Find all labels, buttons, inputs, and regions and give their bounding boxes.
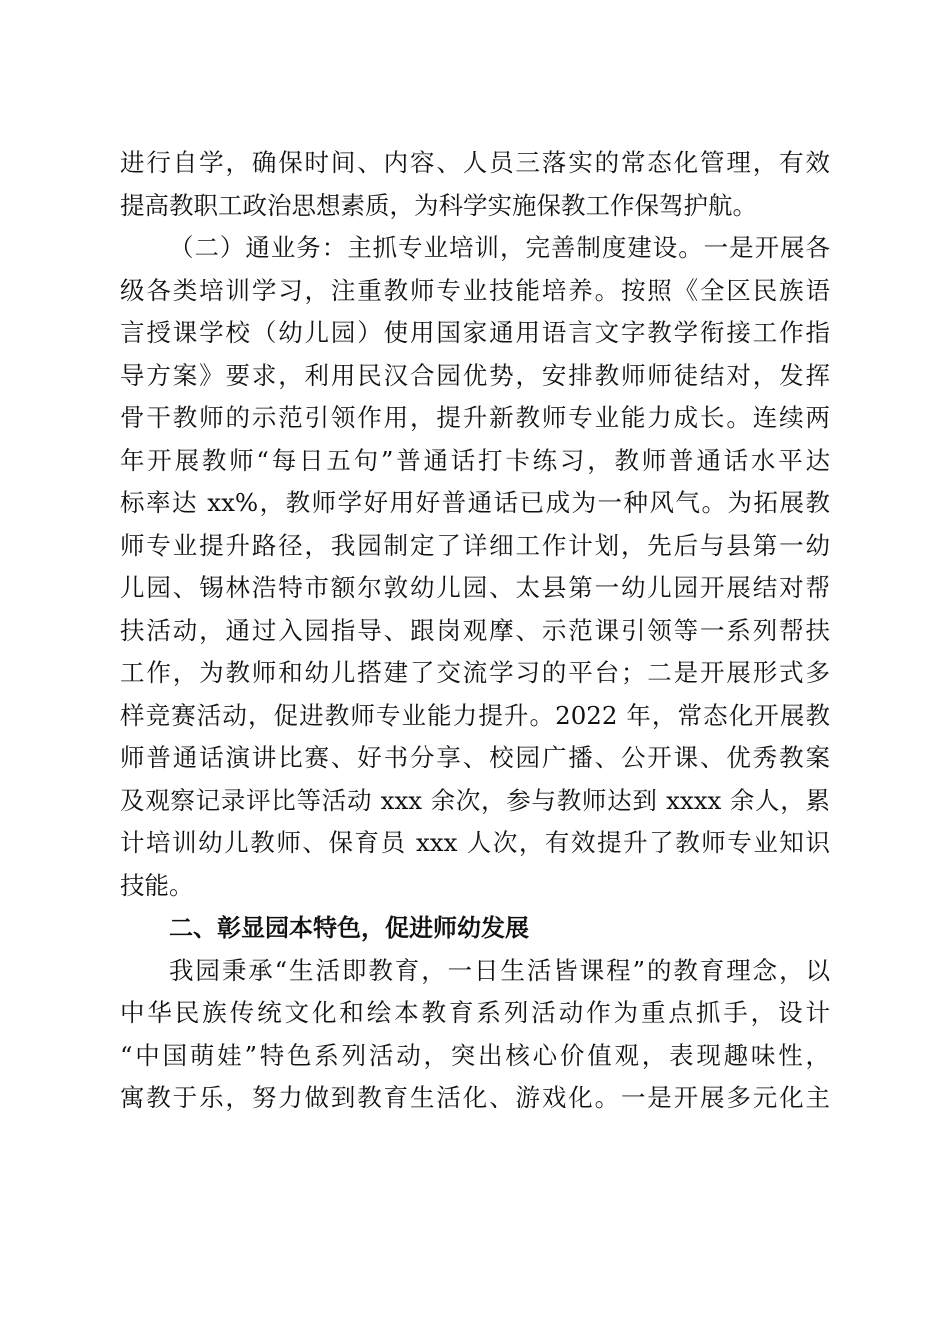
text-line: 寓教于乐，努力做到教育生活化、游戏化。一是开展多元化主 (120, 1083, 830, 1112)
text-line: 中华民族传统文化和绘本教育系列活动作为重点抓手，设计 (120, 998, 830, 1027)
text-line: 进行自学，确保时间、内容、人员三落实的常态化管理，有效 (120, 148, 830, 177)
text-line: 年开展教师“每日五句”普通话打卡练习，教师普通话水平达 (120, 445, 830, 475)
text-line: 师普通话演讲比赛、好书分享、校园广播、公开课、优秀教案 (120, 743, 830, 772)
text-line: 及观察记录评比等活动 xxx 余次，参与教师达到 xxxx 余人，累 (120, 785, 830, 815)
text-line: 样竞赛活动，促进教师专业能力提升。2022 年，常态化开展教 (120, 700, 830, 730)
text-line: 师专业提升路径，我园制定了详细工作计划，先后与县第一幼 (120, 530, 830, 560)
text-line: 言授课学校（幼儿园）使用国家通用语言文字教学衔接工作指 (120, 318, 830, 347)
text-line: 级各类培训学习，注重教师专业技能培养。按照《全区民族语 (120, 275, 830, 305)
text-line: 计培训幼儿教师、保育员 xxx 人次，有效提升了教师专业知识 (120, 828, 830, 857)
text-line: 骨干教师的示范引领作用，提升新教师专业能力成长。连续两 (120, 403, 830, 432)
text-line: （二）通业务：主抓专业培训，完善制度建设。一是开展各 (169, 233, 830, 262)
document-page (120, 142, 830, 1120)
paragraph-3 (120, 950, 830, 1120)
text-line: 技能。 (120, 870, 194, 900)
text-line: 儿园、锡林浩特市额尔敦幼儿园、太县第一幼儿园开展结对帮 (120, 573, 830, 602)
paragraph-2 (120, 227, 830, 907)
section-heading: 二、彰显园本特色，促进师幼发展 (169, 914, 529, 942)
text-line: 提高教职工政治思想素质，为科学实施保教工作保驾护航。 (120, 190, 757, 220)
paragraph-1 (120, 142, 830, 227)
text-line: 工作，为教师和幼儿搭建了交流学习的平台；二是开展形式多 (120, 658, 830, 687)
text-line: 扶活动，通过入园指导、跟岗观摩、示范课引领等一系列帮扶 (120, 615, 830, 645)
text-line: 标率达 xx%，教师学好用好普通话已成为一种风气。为拓展教 (120, 488, 830, 517)
text-line: 导方案》要求，利用民汉合园优势，安排教师师徒结对，发挥 (120, 360, 830, 390)
text-line: “中国萌娃”特色系列活动，突出核心价值观，表现趣味性， (120, 1040, 830, 1070)
text-line: 我园秉承“生活即教育，一日生活皆课程”的教育理念，以 (169, 955, 830, 985)
